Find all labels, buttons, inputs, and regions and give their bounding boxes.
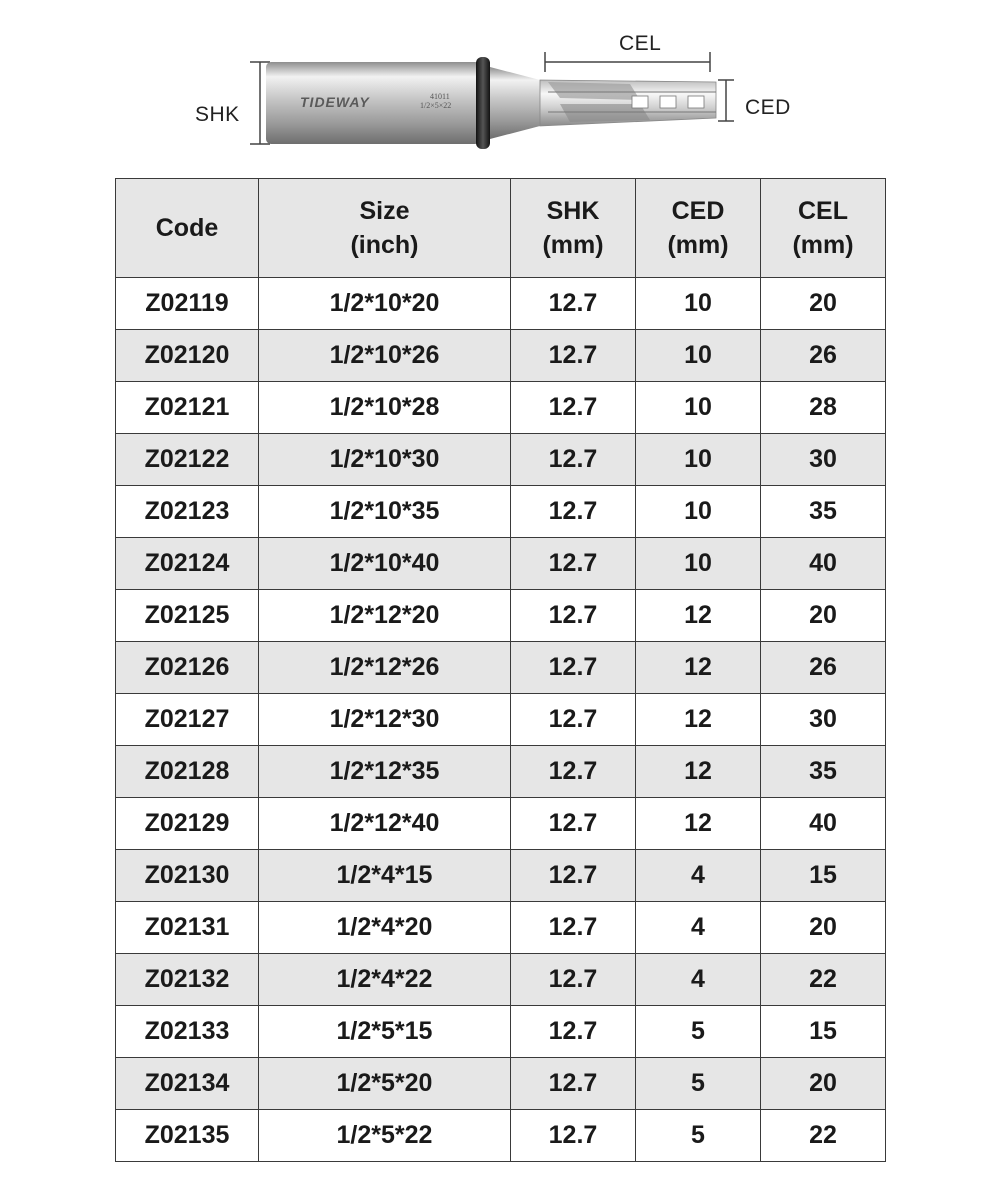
table-row: [116, 1006, 886, 1058]
header-size: [259, 179, 511, 278]
header-shk-unit: (mm): [542, 231, 604, 259]
cell-size: 1/2*10*30: [259, 434, 511, 486]
table-row: [116, 902, 886, 954]
header-shk: [511, 179, 636, 278]
cell-code: Z02127: [116, 694, 259, 746]
cell-ced: 5: [636, 1006, 761, 1058]
cell-code: Z02132: [116, 954, 259, 1006]
table-body: [116, 278, 886, 1162]
ced-label: CED: [745, 96, 791, 119]
collar-ring: [476, 57, 490, 149]
cell-cel: 22: [761, 954, 886, 1006]
cell-size: 1/2*12*26: [259, 642, 511, 694]
cell-size: 1/2*10*28: [259, 382, 511, 434]
cell-ced: 10: [636, 434, 761, 486]
cell-size: 1/2*5*20: [259, 1058, 511, 1110]
cell-ced: 10: [636, 486, 761, 538]
cell-ced: 4: [636, 902, 761, 954]
cell-shk: 12.7: [511, 1110, 636, 1162]
table-row: [116, 538, 886, 590]
cell-ced: 10: [636, 278, 761, 330]
cell-size: 1/2*4*20: [259, 902, 511, 954]
cell-cel: 15: [761, 1006, 886, 1058]
header-cel-unit: (mm): [792, 231, 854, 259]
cell-code: Z02126: [116, 642, 259, 694]
cell-ced: 4: [636, 850, 761, 902]
cell-cel: 20: [761, 902, 886, 954]
cell-shk: 12.7: [511, 850, 636, 902]
cell-shk: 12.7: [511, 1006, 636, 1058]
cell-ced: 10: [636, 330, 761, 382]
cell-shk: 12.7: [511, 330, 636, 382]
cell-cel: 35: [761, 486, 886, 538]
cell-code: Z02129: [116, 798, 259, 850]
cell-cel: 35: [761, 746, 886, 798]
cell-shk: 12.7: [511, 278, 636, 330]
cell-cel: 30: [761, 434, 886, 486]
cell-cel: 40: [761, 798, 886, 850]
router-bit-illustration: [0, 0, 1000, 160]
table-row: [116, 642, 886, 694]
cell-size: 1/2*4*22: [259, 954, 511, 1006]
tool-size-engraving: 1/2×5×22: [420, 101, 452, 110]
cell-size: 1/2*10*20: [259, 278, 511, 330]
cell-ced: 10: [636, 538, 761, 590]
cell-code: Z02131: [116, 902, 259, 954]
header-ced-label: CED: [671, 197, 725, 225]
header-cel: [761, 179, 886, 278]
cell-code: Z02119: [116, 278, 259, 330]
cell-code: Z02121: [116, 382, 259, 434]
cell-cel: 26: [761, 642, 886, 694]
cell-ced: 12: [636, 642, 761, 694]
cell-cel: 20: [761, 590, 886, 642]
cell-ced: 5: [636, 1058, 761, 1110]
cell-size: 1/2*12*35: [259, 746, 511, 798]
table-row: [116, 330, 886, 382]
table-row: [116, 382, 886, 434]
header-size-label: Size: [359, 197, 410, 225]
cell-size: 1/2*12*40: [259, 798, 511, 850]
header-ced-unit: (mm): [667, 231, 729, 259]
cel-label: CEL: [619, 32, 662, 55]
router-bit-diagram: [0, 0, 1000, 160]
header-code: [116, 179, 259, 278]
table-row: [116, 746, 886, 798]
cell-size: 1/2*5*22: [259, 1110, 511, 1162]
cell-ced: 10: [636, 382, 761, 434]
cell-code: Z02130: [116, 850, 259, 902]
header-ced: [636, 179, 761, 278]
cell-code: Z02128: [116, 746, 259, 798]
ced-dimension-line: [718, 80, 734, 121]
cell-shk: 12.7: [511, 902, 636, 954]
table-row: [116, 1058, 886, 1110]
cutting-flutes: [540, 80, 716, 126]
cell-shk: 12.7: [511, 954, 636, 1006]
cell-code: Z02133: [116, 1006, 259, 1058]
cell-shk: 12.7: [511, 382, 636, 434]
cell-ced: 4: [636, 954, 761, 1006]
cell-cel: 30: [761, 694, 886, 746]
cell-cel: 15: [761, 850, 886, 902]
specification-table: [115, 178, 886, 1162]
cell-cel: 26: [761, 330, 886, 382]
cell-size: 1/2*4*15: [259, 850, 511, 902]
cell-shk: 12.7: [511, 434, 636, 486]
brand-engraving: TIDEWAY: [300, 94, 370, 110]
cell-cel: 40: [761, 538, 886, 590]
header-size-unit: (inch): [350, 231, 419, 259]
cell-cel: 28: [761, 382, 886, 434]
table-row: [116, 798, 886, 850]
table-row: [116, 590, 886, 642]
header-code-label: Code: [155, 214, 219, 242]
cell-cel: 20: [761, 1058, 886, 1110]
cell-size: 1/2*10*26: [259, 330, 511, 382]
cell-code: Z02134: [116, 1058, 259, 1110]
shk-label: SHK: [195, 103, 240, 126]
table-row: [116, 694, 886, 746]
cell-shk: 12.7: [511, 746, 636, 798]
cell-cel: 20: [761, 278, 886, 330]
cell-code: Z02122: [116, 434, 259, 486]
table-row: [116, 434, 886, 486]
cell-shk: 12.7: [511, 798, 636, 850]
cell-size: 1/2*5*15: [259, 1006, 511, 1058]
cell-shk: 12.7: [511, 538, 636, 590]
table-row: [116, 1110, 886, 1162]
cell-ced: 12: [636, 694, 761, 746]
cell-shk: 12.7: [511, 642, 636, 694]
cell-code: Z02123: [116, 486, 259, 538]
cell-shk: 12.7: [511, 590, 636, 642]
shank-taper: [490, 67, 540, 139]
cell-ced: 12: [636, 798, 761, 850]
cell-shk: 12.7: [511, 1058, 636, 1110]
cell-ced: 5: [636, 1110, 761, 1162]
cell-ced: 12: [636, 590, 761, 642]
table-row: [116, 850, 886, 902]
cell-code: Z02135: [116, 1110, 259, 1162]
cell-code: Z02124: [116, 538, 259, 590]
cell-size: 1/2*12*20: [259, 590, 511, 642]
header-shk-label: SHK: [546, 197, 600, 225]
cell-code: Z02125: [116, 590, 259, 642]
header-cel-label: CEL: [798, 197, 848, 225]
cell-ced: 12: [636, 746, 761, 798]
cell-size: 1/2*10*35: [259, 486, 511, 538]
cell-size: 1/2*12*30: [259, 694, 511, 746]
cell-shk: 12.7: [511, 486, 636, 538]
table-row: [116, 486, 886, 538]
table-row: [116, 278, 886, 330]
cell-cel: 22: [761, 1110, 886, 1162]
tool-code-engraving: 41011: [430, 92, 450, 101]
table-header-row: [116, 179, 886, 278]
table-row: [116, 954, 886, 1006]
cell-shk: 12.7: [511, 694, 636, 746]
cell-size: 1/2*10*40: [259, 538, 511, 590]
cell-code: Z02120: [116, 330, 259, 382]
